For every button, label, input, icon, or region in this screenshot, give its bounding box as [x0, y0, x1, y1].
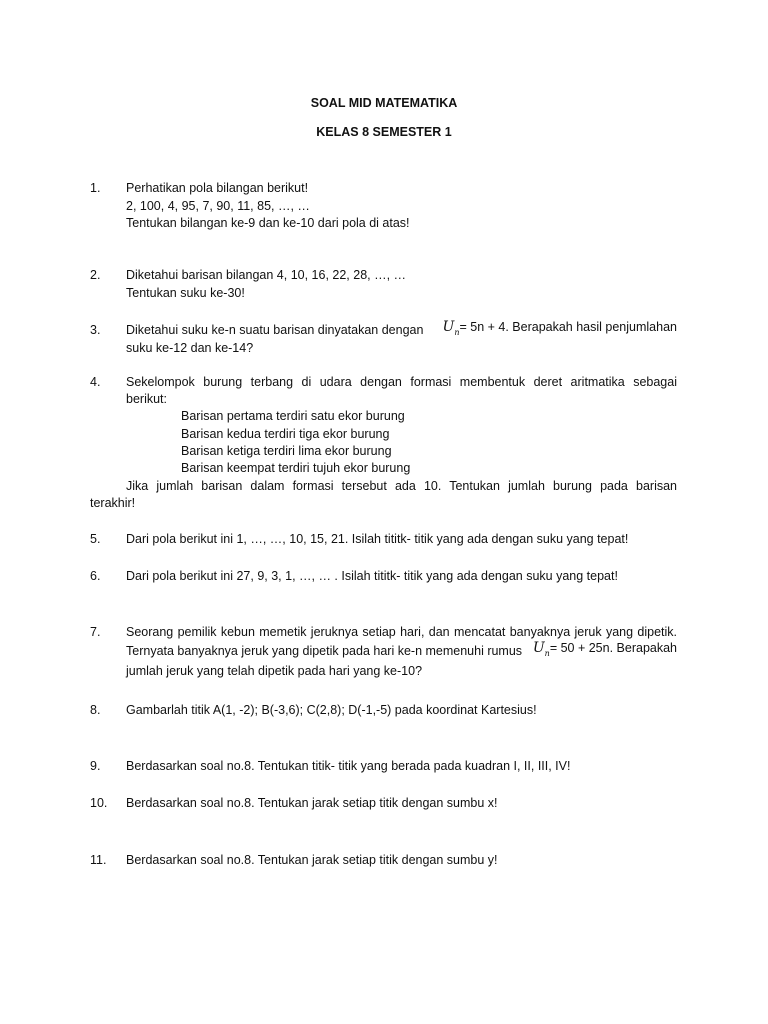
question-text: Dari pola berikut ini 27, 9, 3, 1, …, … . Isilah tititk- titik yang ada dengan suku yang tepat!	[126, 569, 618, 583]
question-number: 10.	[90, 796, 108, 810]
question-number: 5.	[90, 532, 101, 546]
question-text: Gambarlah titik A(1, -2); B(-3,6); C(2,8); D(-1,-5) pada koordinat Kartesius!	[126, 703, 537, 717]
question-text: Tentukan suku ke-30!	[126, 286, 245, 300]
list-item: Barisan keempat terdiri tujuh ekor burung	[181, 461, 411, 475]
question-number: 9.	[90, 759, 101, 773]
document-subtitle: KELAS 8 SEMESTER 1	[316, 125, 452, 139]
question-text: Seorang pemilik kebun memetik jeruknya setiap hari, dan mencatat banyaknya jeruk yang dipetik.	[126, 625, 677, 639]
question-text-justified: Sekelompok burung terbang di udara dengan formasi membentuk deret aritmatika sebagai	[126, 375, 677, 389]
question-text: jumlah jeruk yang telah dipetik pada hari yang ke-10?	[126, 664, 423, 678]
question-text: 2, 100, 4, 95, 7, 90, 11, 85, …, …	[126, 199, 310, 213]
math-formula: $U_n$	[442, 319, 460, 337]
question-number: 4.	[90, 375, 101, 389]
question-text: Jika jumlah barisan dalam formasi tersebut ada 10. Tentukan jumlah burung pada barisan	[126, 479, 677, 493]
question-text: Tentukan bilangan ke-9 dan ke-10 dari pola di atas!	[126, 216, 410, 230]
question-number: 2.	[90, 268, 101, 282]
question-number: 7.	[90, 625, 101, 639]
question-number: 6.	[90, 569, 101, 583]
question-text: Berdasarkan soal no.8. Tentukan jarak setiap titik dengan sumbu y!	[126, 853, 498, 867]
document-title: SOAL MID MATEMATIKA	[310, 96, 458, 110]
question-number: 11.	[90, 853, 107, 867]
question-text-line	[126, 319, 677, 337]
question-text: = 5n + 4. Berapakah hasil penjumlahan	[459, 320, 677, 334]
question-text	[126, 375, 677, 389]
question-text: berikut:	[126, 392, 167, 406]
question-number: 8.	[90, 703, 101, 717]
question-text: terakhir!	[90, 496, 136, 510]
question-text: Diketahui barisan bilangan 4, 10, 16, 22, 28, …, …	[126, 268, 407, 282]
question-text: Perhatikan pola bilangan berikut!	[126, 181, 309, 195]
question-text: suku ke-12 dan ke-14?	[126, 341, 254, 355]
question-text: Dari pola berikut ini 1, …, …, 10, 15, 21. Isilah tititk- titik yang ada dengan suku yang tepat!	[126, 532, 629, 546]
question-text: = 50 + 25n. Berapakah	[549, 641, 677, 655]
question-text: Berdasarkan soal no.8. Tentukan titik- titik yang berada pada kuadran I, II, III, IV!	[126, 759, 571, 773]
question-text: Berdasarkan soal no.8. Tentukan jarak setiap titik dengan sumbu x!	[126, 796, 498, 810]
question-text: Diketahui suku ke-n suatu barisan dinyatakan dengan	[126, 323, 424, 337]
question-text-line	[126, 640, 677, 658]
math-formula: $U_n$	[532, 640, 550, 658]
list-item: Barisan kedua terdiri tiga ekor burung	[181, 427, 390, 441]
list-item: Barisan ketiga terdiri lima ekor burung	[181, 444, 392, 458]
list-item: Barisan pertama terdiri satu ekor burung	[181, 409, 405, 423]
question-number: 1.	[90, 181, 101, 195]
question-text: Ternyata banyaknya jeruk yang dipetik pada hari ke-n memenuhi rumus	[126, 644, 523, 658]
question-number: 3.	[90, 323, 101, 337]
